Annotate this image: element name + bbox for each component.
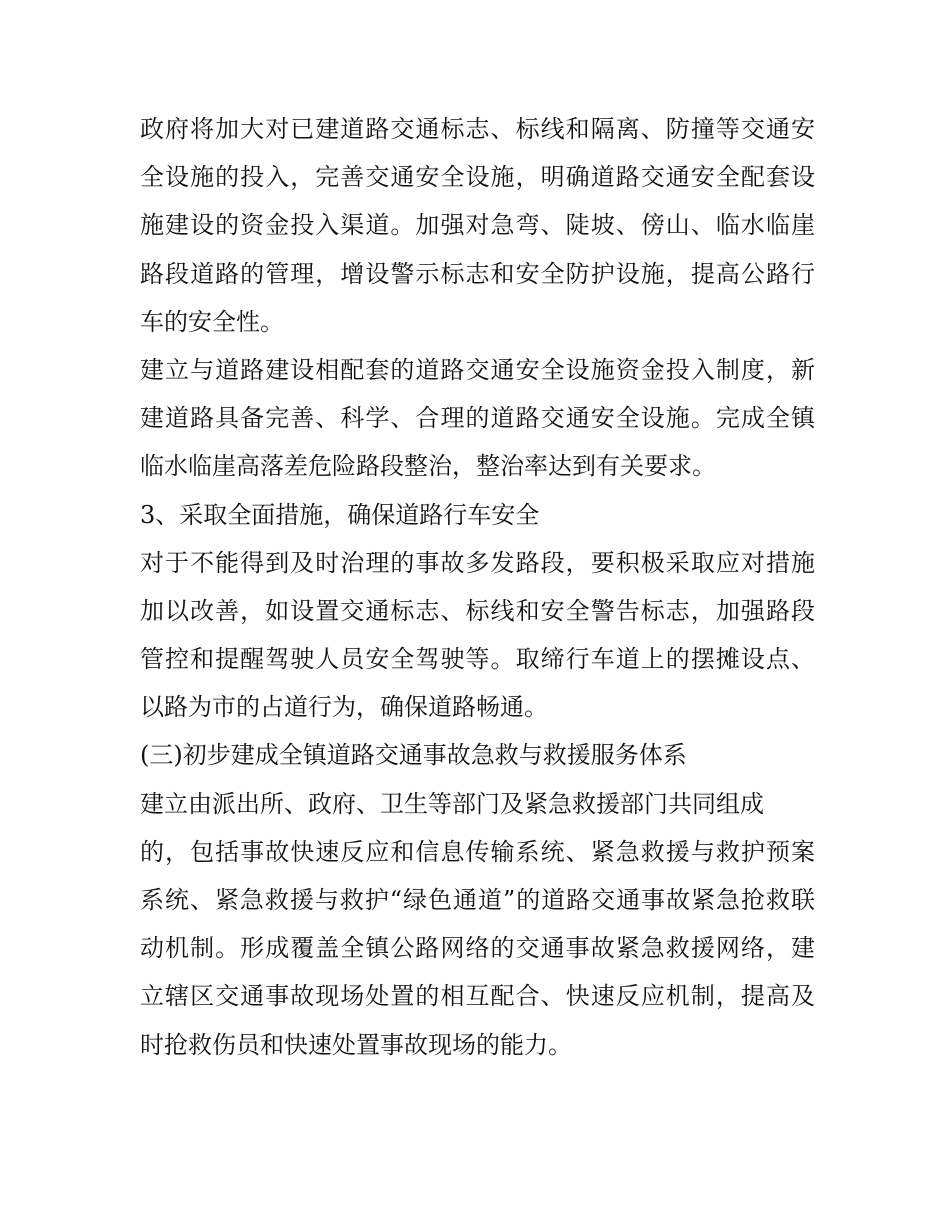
text-line: 时抢救伤员和快速处置事故现场的能力。 [140,1030,572,1059]
text-line: 管控和提醒驾驶人员安全驾驶等。取缔行车道上的摆摊设点、 [140,645,815,674]
body-text [140,105,815,1069]
section-heading: 3、采取全面措施，确保道路行车安全 [140,500,540,529]
section-heading: (三)初步建成全镇道路交通事故急救与救援服务体系 [140,741,687,770]
text-line: 以路为市的占道行为，确保道路畅通。 [140,693,548,722]
text-line: 临水临崖高落差危险路段整治，整治率达到有关要求。 [140,452,716,481]
text-line: 政府将加大对已建道路交通标志、标线和隔离、防撞等交通安 [140,115,815,143]
text-line: 对于不能得到及时治理的事故多发路段，要积极采取应对措施 [140,548,815,577]
text-line: 立辖区交通事故现场处置的相互配合、快速反应机制，提高及 [140,982,815,1011]
text-line: 施建设的资金投入渠道。加强对急弯、陡坡、傍山、临水临崖 [140,211,815,240]
text-line: 动机制。形成覆盖全镇公路网络的交通事故紧急救援网络，建 [140,934,815,963]
text-line: 建立由派出所、政府、卫生等部门及紧急救援部门共同组成 [140,789,764,818]
text-line: 建道路具备完善、科学、合理的道路交通安全设施。完成全镇 [140,404,815,433]
text-line: 加以改善，如设置交通标志、标线和安全警告标志，加强路段 [140,596,815,625]
text-line: 的，包括事故快速反应和信息传输系统、紧急救援与救护预案 [140,837,815,866]
text-line: 建立与道路建设相配套的道路交通安全设施资金投入制度，新 [140,355,815,384]
text-line: 路段道路的管理，增设警示标志和安全防护设施，提高公路行 [140,259,815,288]
text-line: 系统、紧急救援与救护“绿色通道”的道路交通事故紧急抢救联 [140,886,815,914]
text-line: 全设施的投入，完善交通安全设施，明确道路交通安全配套设 [140,163,815,192]
text-line: 车的安全性。 [140,307,284,336]
